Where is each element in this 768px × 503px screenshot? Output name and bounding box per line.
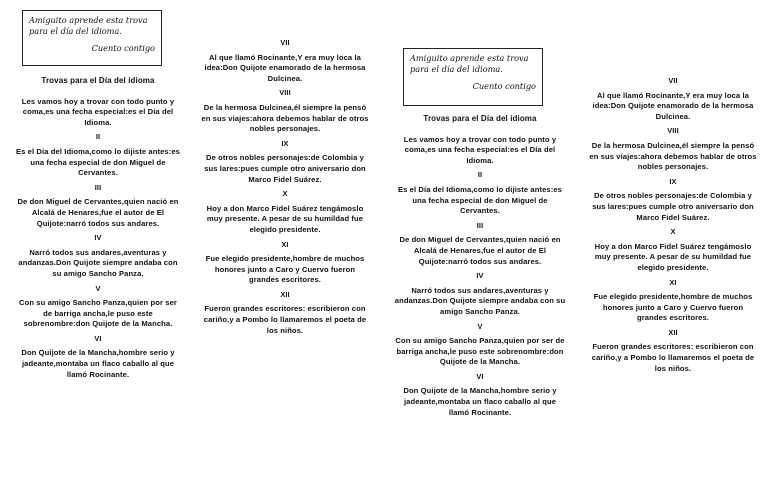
stanza-10: Hoy a don Marco Fidel Suárez tengámoslo muy presente. A pesar de su humildad fue elegido presidente. [206,203,364,234]
column-right-a [394,114,566,422]
stanza-11-number: XI [669,277,677,287]
note-box-right [403,48,543,106]
stanza-2-number: II [477,170,483,180]
stanza-7: Al que llamó Rocinante,Y era muy loca la idea:Don Quijote enamorado de la hermosa Dulcinea. [204,52,366,83]
stanza-9-number: IX [669,176,677,186]
stanza-4-number: IV [94,233,102,243]
stanza-7-number: VII [280,38,290,47]
column-left-b [200,38,370,340]
stanza-3-number: III [94,182,102,192]
stanza-2: Es el Día del Idioma,como lo dijiste antes:es una fecha especial de don Miguel de Cervantes. [397,184,563,216]
column-left-a [14,76,182,384]
note-box-left [22,10,162,66]
stanza-4: Narró todos sus andares,aventuras y andanzas.Don Quijote siempre andaba con su amigo Sancho Panza. [18,247,178,278]
stanza-9: De otros nobles personajes:de Colombia y sus lares:pues cumple otro aniversario don Marco Fidel Suárez. [592,191,754,222]
stanza-10-number: X [282,189,288,199]
stanza-12-number: XII [668,327,678,337]
stanza-11: Fue elegido presidente,hombre de muchos honores junto a Caro y Cuervo fueron grandes escritores. [593,292,753,323]
stanza-2: Es el Día del Idioma,como lo dijiste antes:es una fecha especial de don Miguel de Cervantes. [15,146,181,178]
stanza-11-number: XI [281,239,289,249]
stanza-8-number: VIII [667,126,679,136]
stanza-9: De otros nobles personajes:de Colombia y sus lares:pues cumple otro aniversario don Marco Fidel Suárez. [204,153,366,184]
stanza-6-number: VI [476,371,484,381]
stanza-11: Fue elegido presidente,hombre de muchos honores junto a Caro y Cuervo fueron grandes escritores. [205,254,365,285]
stanza-8: De la hermosa Dulcinea,él siempre la pensó en sus viajes:ahora debemos hablar de otros nobles personajes. [201,102,369,134]
stanza-4: Narró todos sus andares,aventuras y andanzas.Don Quijote siempre andaba con su amigo Sancho Panza. [394,285,566,316]
stanza-3: De don Miguel de Cervantes,quien nació en Alcalá de Henares,fue el autor de El Quijote:narró todos sus andares. [399,235,561,266]
note-line-1: Amiguito aprende esta trova [410,53,529,63]
stanza-1: Les vamos hoy a trovar con todo punto y coma,es una fecha especial:es el Día del Idioma. [21,96,175,127]
poem-title: Trovas para el Día del idioma [423,114,537,123]
note-line-2: para el día del idioma. [410,63,503,74]
stanza-3: De don Miguel de Cervantes,quien nació en Alcalá de Henares,fue el autor de El Quijote:narró todos sus andares. [17,197,179,228]
stanza-5-number: V [477,321,483,331]
stanza-1: Les vamos hoy a trovar con todo punto y coma,es una fecha especial:es el Día del Idioma. [403,134,557,165]
stanza-3-number: III [476,220,484,230]
stanza-6: Don Quijote de la Mancha,hombre serio y jadeante,montaba un flaco caballo al que llamó Rocinante. [21,348,175,379]
stanza-5-number: V [95,283,101,293]
stanza-5: Con su amigo Sancho Panza,quien por ser de barriga ancha,le puso este sobrenombre:don Quijote de la Mancha. [395,336,565,367]
stanza-12: Fueron grandes escritores: escribieron con cariño,y a Pombo lo llamaremos el poeta de los niños. [203,304,367,335]
stanza-2-number: II [95,132,101,142]
note-signature: Cuento contigo [91,43,155,53]
note-signature: Cuento contigo [472,81,536,91]
stanza-9-number: IX [281,138,289,148]
stanza-10-number: X [670,227,676,237]
poem-title: Trovas para el Día del idioma [41,76,155,85]
stanza-4-number: IV [476,271,484,281]
note-line-1: Amiguito aprende esta trova [29,15,148,25]
stanza-6: Don Quijote de la Mancha,hombre serio y jadeante,montaba un flaco caballo al que llamó Rocinante. [403,386,557,417]
stanza-5: Con su amigo Sancho Panza,quien por ser de barriga ancha,le puso este sobrenombre:don Quijote de la Mancha. [19,298,177,329]
stanza-8: De la hermosa Dulcinea,él siempre la pensó en sus viajes:ahora debemos hablar de otros nobles personajes. [589,140,757,172]
stanza-12: Fueron grandes escritores: escribieron con cariño,y a Pombo lo llamaremos el poeta de los niños. [591,342,755,373]
note-line-2: para el día del idioma. [29,25,122,36]
column-right-b [588,76,758,378]
stanza-6-number: VI [94,333,102,343]
stanza-12-number: XII [280,289,290,299]
stanza-7: Al que llamó Rocinante,Y era muy loca la idea:Don Quijote enamorado de la hermosa Dulcinea. [592,90,754,121]
stanza-7-number: VII [668,76,678,85]
stanza-8-number: VIII [279,88,291,98]
stanza-10: Hoy a don Marco Fidel Suárez tengámoslo muy presente. A pesar de su humildad fue elegido presidente. [594,241,752,272]
